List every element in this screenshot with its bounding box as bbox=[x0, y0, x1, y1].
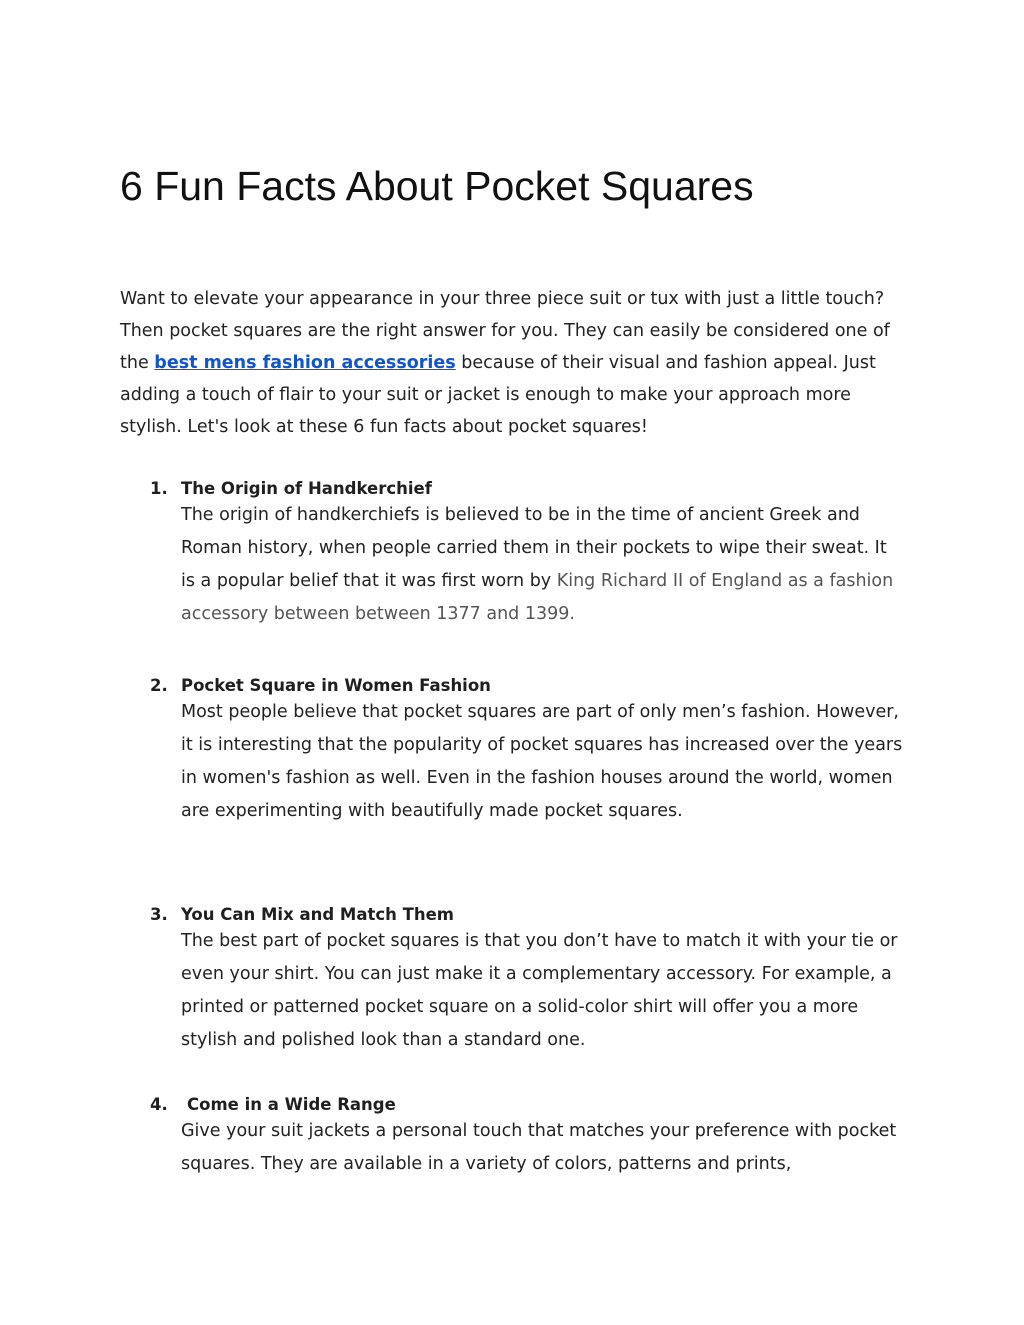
intro-text-before-link: Want to elevate your appearance in your three piece suit or tux with just a little touch? Then pocket squares are the right answer for you. They can easily be considered one of the bbox=[120, 289, 890, 373]
list-item-number: 4. bbox=[150, 1095, 168, 1114]
intro-paragraph bbox=[120, 283, 910, 443]
list-item-heading: Pocket Square in Women Fashion bbox=[181, 676, 491, 695]
page-title: 6 Fun Facts About Pocket Squares bbox=[120, 163, 754, 209]
intro-text-after-link: because of their visual and fashion appeal. Just adding a touch of flair to your suit or jacket is enough to make your approach more stylish. Let's look at these 6 fun facts about pocket squares! bbox=[120, 353, 876, 437]
list-item-number: 1. bbox=[150, 479, 168, 498]
fashion-accessories-link[interactable]: best mens fashion accessories bbox=[154, 353, 456, 373]
list-item-body-muted-text: King Richard II of England as a fashion accessory between between 1377 and 1399. bbox=[181, 571, 894, 624]
list-item-number: 2. bbox=[150, 676, 168, 695]
list-item-heading: The Origin of Handkerchief bbox=[181, 479, 432, 498]
list-item-heading: You Can Mix and Match Them bbox=[181, 905, 454, 924]
list-item-body: Give your suit jackets a personal touch that matches your preference with pocket squares. They are available in a variety of colors, patterns and prints, bbox=[181, 1121, 897, 1174]
list-item-body: Most people believe that pocket squares are part of only men’s fashion. However, it is interesting that the popularity of pocket squares has increased over the years in women's fashion as well. Even in the fashion houses around the world, women are experimenting with beautifully made pocket squares. bbox=[181, 702, 903, 821]
list-item-body-text: The origin of handkerchiefs is believed to be in the time of ancient Greek and Roman history, when people carried them in their pockets to wipe their sweat. It is a popular belief that it was first worn by bbox=[181, 505, 887, 591]
list-item-number: 3. bbox=[150, 905, 168, 924]
list-item-body: The best part of pocket squares is that you don’t have to match it with your tie or even your shirt. You can just make it a complementary accessory. For example, a printed or patterned pocket square on a solid-color shirt will offer you a more stylish and polished look than a standard one. bbox=[181, 931, 898, 1050]
list-item-body bbox=[181, 499, 906, 631]
list-item-heading: Come in a Wide Range bbox=[187, 1095, 396, 1114]
